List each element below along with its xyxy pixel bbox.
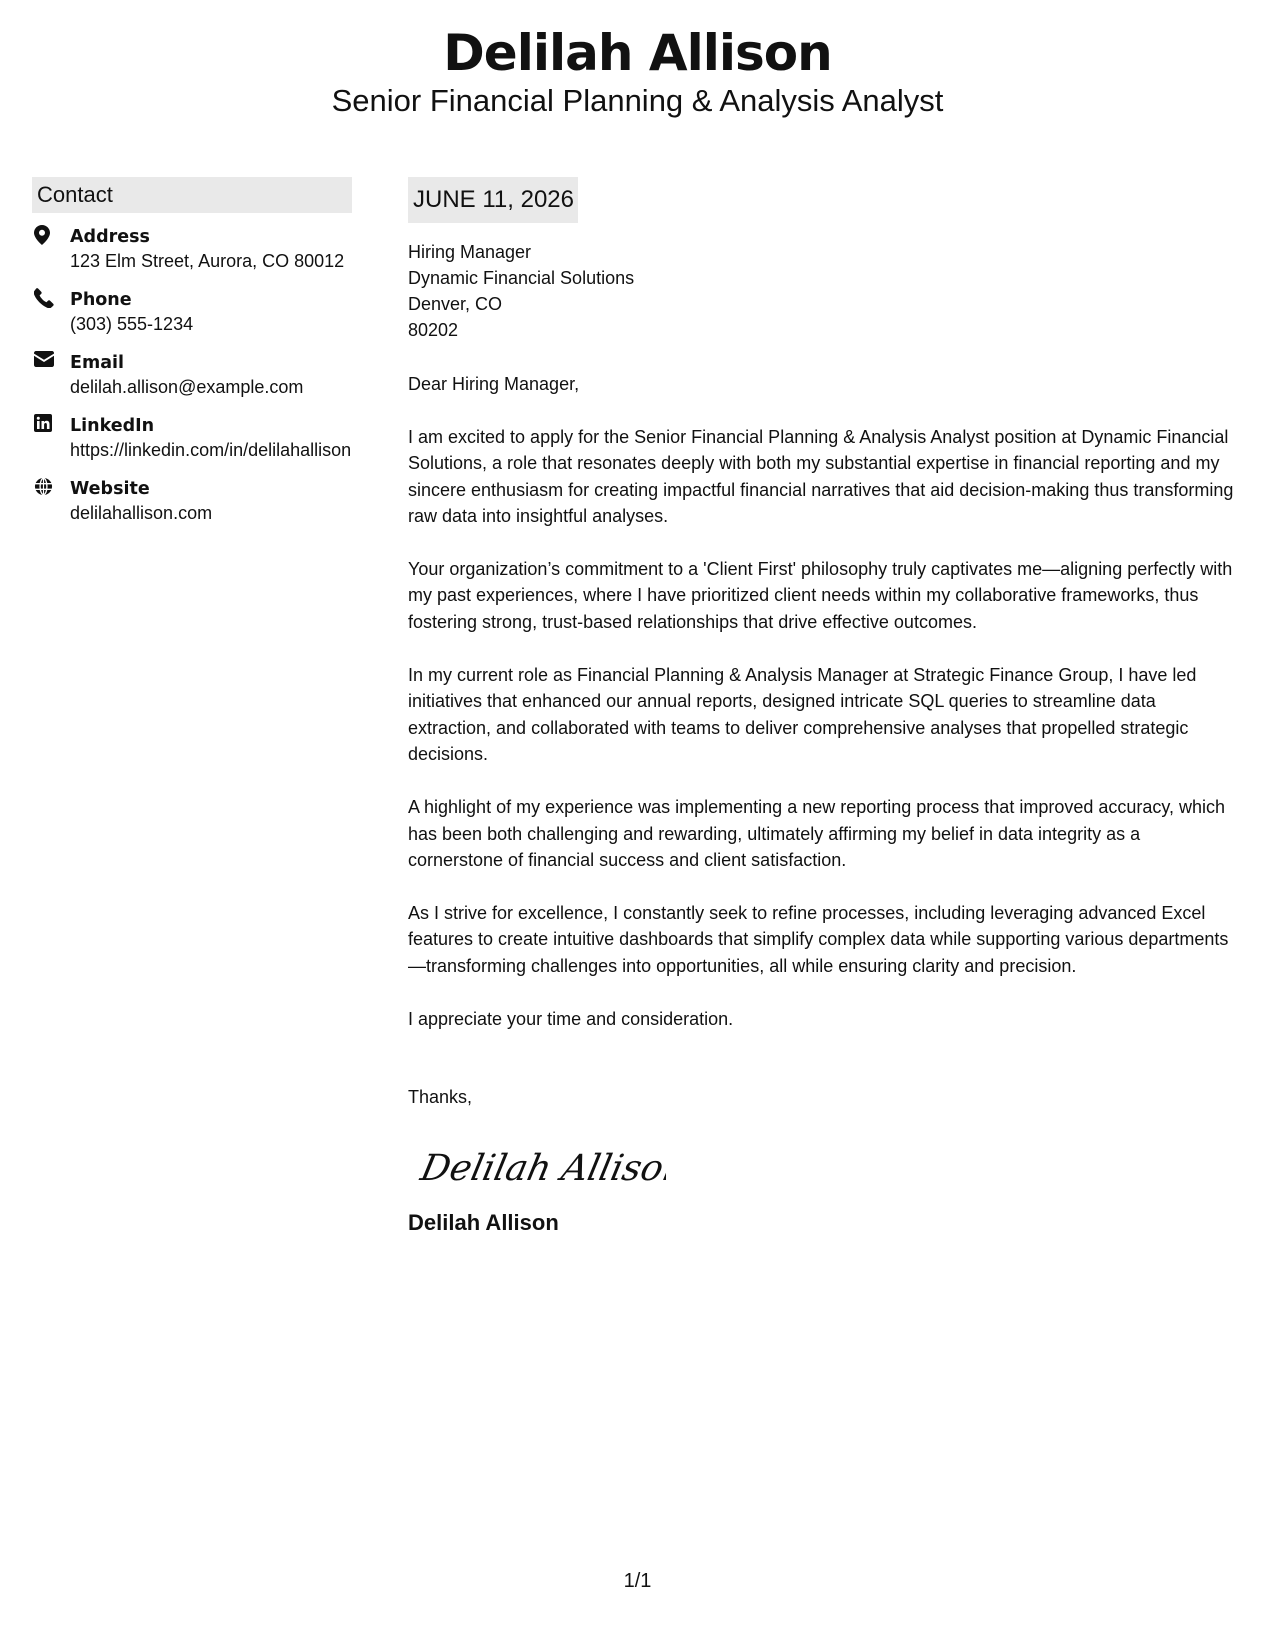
applicant-name: Delilah Allison <box>443 24 832 82</box>
contact-website <box>32 477 352 526</box>
signature-text: Delilah Allison <box>417 1146 666 1190</box>
contact-value: delilah.allison@example.com <box>70 377 304 397</box>
phone-icon <box>34 288 54 310</box>
contact-label: LinkedIn <box>70 416 155 436</box>
letter-paragraph: A highlight of my experience was implementing a new reporting process that improved accuracy, which has been both challenging and rewarding, ultimately affirming my belief in data integrity as a cornerstone of financial success and client satisfaction. <box>408 797 1226 870</box>
contact-phone <box>32 288 352 337</box>
recipient-block <box>408 239 1238 343</box>
recipient-line: Denver, CO <box>408 294 503 314</box>
closing: Thanks, <box>408 1087 473 1108</box>
letter-paragraph: I appreciate your time and consideration. <box>408 1009 734 1030</box>
letter-body <box>408 177 1238 1238</box>
letter-paragraph: In my current role as Financial Planning & Analysis Manager at Strategic Finance Group, I have led initiatives that enhanced our annual reports, designed intricate SQL queries to streamline data extraction, and collaborated with teams to deliver comprehensive analyses that propelled strategic decisions. <box>408 665 1197 764</box>
page-number: 1/1 <box>623 1570 652 1592</box>
contact-address <box>32 225 352 274</box>
contact-value: 123 Elm Street, Aurora, CO 80012 <box>70 251 345 271</box>
contact-value: (303) 555-1234 <box>70 314 194 334</box>
linkedin-icon <box>34 414 54 436</box>
globe-icon <box>34 477 54 499</box>
letter-paragraph: As I strive for excellence, I constantly seek to refine processes, including leveraging advanced Excel features to create intuitive dashboards that simplify complex data while supporting various departments—transforming challenges into opportunities, all while ensuring clarity and precision. <box>408 903 1229 976</box>
contact-label: Website <box>70 479 150 499</box>
letter-paragraph: I am excited to apply for the Senior Financial Planning & Analysis Analyst position at Dynamic Financial Solutions, a role that resonates deeply with both my substantial expertise in financial reporting and my sincere enthusiasm for creating impactful financial narratives that aid decision-making thus transforming raw data into insightful analyses. <box>408 427 1234 526</box>
contact-sidebar <box>32 177 352 540</box>
contact-label: Phone <box>70 290 132 310</box>
contact-heading: Contact <box>32 177 352 213</box>
contact-label: Address <box>70 227 150 247</box>
letter-paragraph: Your organization’s commitment to a 'Client First' philosophy truly captivates me—aligning perfectly with my past experiences, where I have prioritized client needs within my collaborative frameworks, thus fostering strong, trust-based relationships that drive effective outcomes. <box>408 559 1233 632</box>
recipient-line: Dynamic Financial Solutions <box>408 268 635 288</box>
applicant-title: Senior Financial Planning & Analysis Analyst <box>331 83 944 118</box>
signer-name: Delilah Allison <box>408 1210 559 1236</box>
recipient-line: Hiring Manager <box>408 242 532 262</box>
letter-date: JUNE 11, 2026 <box>408 177 578 223</box>
salutation: Dear Hiring Manager, <box>408 374 580 394</box>
contact-linkedin <box>32 414 352 463</box>
recipient-line: 80202 <box>408 320 459 340</box>
contact-label: Email <box>70 353 124 373</box>
contact-value: delilahallison.com <box>70 503 213 523</box>
envelope-icon <box>34 351 54 373</box>
contact-value: https://linkedin.com/in/delilahallison <box>70 440 352 460</box>
location-pin-icon <box>34 225 54 247</box>
handwritten-signature <box>416 1138 1238 1198</box>
contact-email <box>32 351 352 400</box>
